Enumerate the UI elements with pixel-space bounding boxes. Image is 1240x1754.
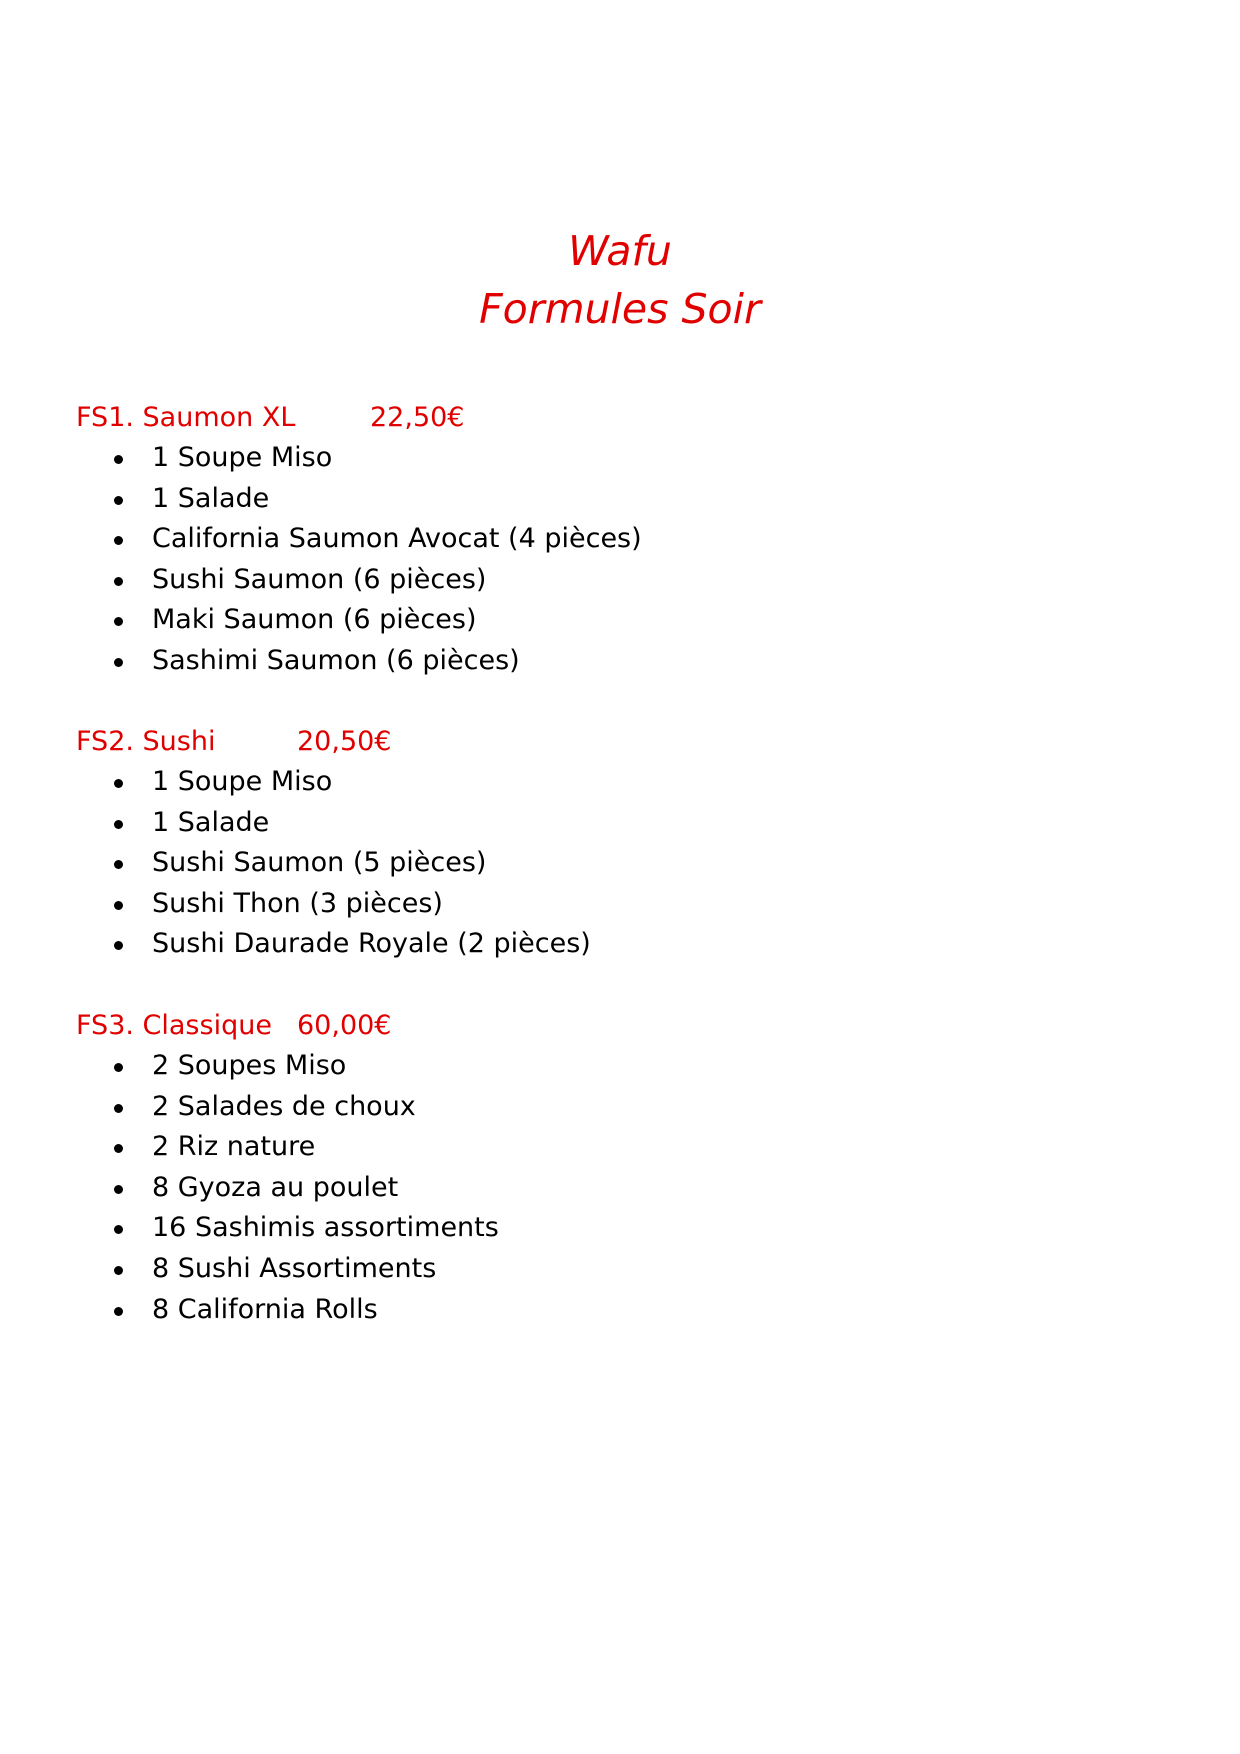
item-label: 8 California Rolls xyxy=(152,1293,378,1325)
list-item xyxy=(76,1249,1176,1290)
formula-fs1 xyxy=(76,398,1176,682)
formula-price: 60,00€ xyxy=(297,1010,392,1041)
menu-title xyxy=(0,222,1240,338)
list-item xyxy=(76,803,1176,844)
list-item xyxy=(76,843,1176,884)
list-item xyxy=(76,641,1176,682)
bullet-icon xyxy=(114,1185,123,1194)
list-item xyxy=(76,560,1176,601)
formula-name: FS1. Saumon XL xyxy=(76,402,296,433)
item-label: 2 Salades de choux xyxy=(152,1090,416,1122)
item-label: 1 Salade xyxy=(152,482,270,514)
item-label: Sushi Daurade Royale (2 pièces) xyxy=(152,928,591,960)
bullet-icon xyxy=(114,536,123,545)
list-item xyxy=(76,762,1176,803)
list-item xyxy=(76,1127,1176,1168)
bullet-icon xyxy=(114,1307,123,1316)
item-label: 1 Soupe Miso xyxy=(152,766,333,797)
item-label: California Saumon Avocat (4 pièces) xyxy=(152,523,642,555)
formula-price: 22,50€ xyxy=(370,402,465,433)
list-item xyxy=(76,1290,1176,1331)
list-item xyxy=(76,1208,1176,1249)
bullet-icon xyxy=(114,1063,123,1072)
bullet-icon xyxy=(114,1225,123,1234)
bullet-icon xyxy=(114,901,123,910)
bullet-icon xyxy=(114,577,123,586)
formula-name: FS2. Sushi xyxy=(76,726,216,757)
formula-items xyxy=(76,1046,1176,1330)
list-item xyxy=(76,1046,1176,1087)
formula-fs3 xyxy=(76,1006,1176,1330)
list-item xyxy=(76,519,1176,560)
item-label: Maki Saumon (6 pièces) xyxy=(152,604,477,636)
formula-name: FS3. Classique xyxy=(76,1010,272,1041)
list-item xyxy=(76,479,1176,520)
formula-items xyxy=(76,762,1176,965)
bullet-icon xyxy=(114,820,123,829)
formula-items xyxy=(76,438,1176,682)
list-item xyxy=(76,600,1176,641)
formula-header xyxy=(76,398,1176,438)
item-label: 1 Soupe Miso xyxy=(152,442,333,473)
item-label: Sushi Saumon (5 pièces) xyxy=(152,847,487,879)
formula-price: 20,50€ xyxy=(297,726,392,757)
bullet-icon xyxy=(114,617,123,626)
bullet-icon xyxy=(114,860,123,869)
list-item xyxy=(76,1087,1176,1128)
bullet-icon xyxy=(114,1144,123,1153)
formula-fs2 xyxy=(76,722,1176,965)
formula-header xyxy=(76,1006,1176,1046)
bullet-icon xyxy=(114,1104,123,1113)
bullet-icon xyxy=(114,1266,123,1275)
bullet-icon xyxy=(114,455,123,464)
menu-subtitle: Formules Soir xyxy=(479,285,761,333)
item-label: 2 Soupes Miso xyxy=(152,1050,347,1081)
item-label: 8 Sushi Assortiments xyxy=(152,1252,437,1284)
item-label: Sushi Thon (3 pièces) xyxy=(152,887,443,919)
item-label: 16 Sashimis assortiments xyxy=(152,1212,499,1244)
formula-header xyxy=(76,722,1176,762)
item-label: Sashimi Saumon (6 pièces) xyxy=(152,644,520,676)
bullet-icon xyxy=(114,941,123,950)
list-item xyxy=(76,1168,1176,1209)
item-label: 1 Salade xyxy=(152,806,270,838)
list-item xyxy=(76,924,1176,965)
list-item xyxy=(76,884,1176,925)
item-label: 2 Riz nature xyxy=(152,1131,316,1163)
bullet-icon xyxy=(114,658,123,667)
item-label: 8 Gyoza au poulet xyxy=(152,1171,399,1203)
bullet-icon xyxy=(114,779,123,788)
list-item xyxy=(76,438,1176,479)
item-label: Sushi Saumon (6 pièces) xyxy=(152,563,487,595)
restaurant-name: Wafu xyxy=(568,227,672,275)
bullet-icon xyxy=(114,496,123,505)
